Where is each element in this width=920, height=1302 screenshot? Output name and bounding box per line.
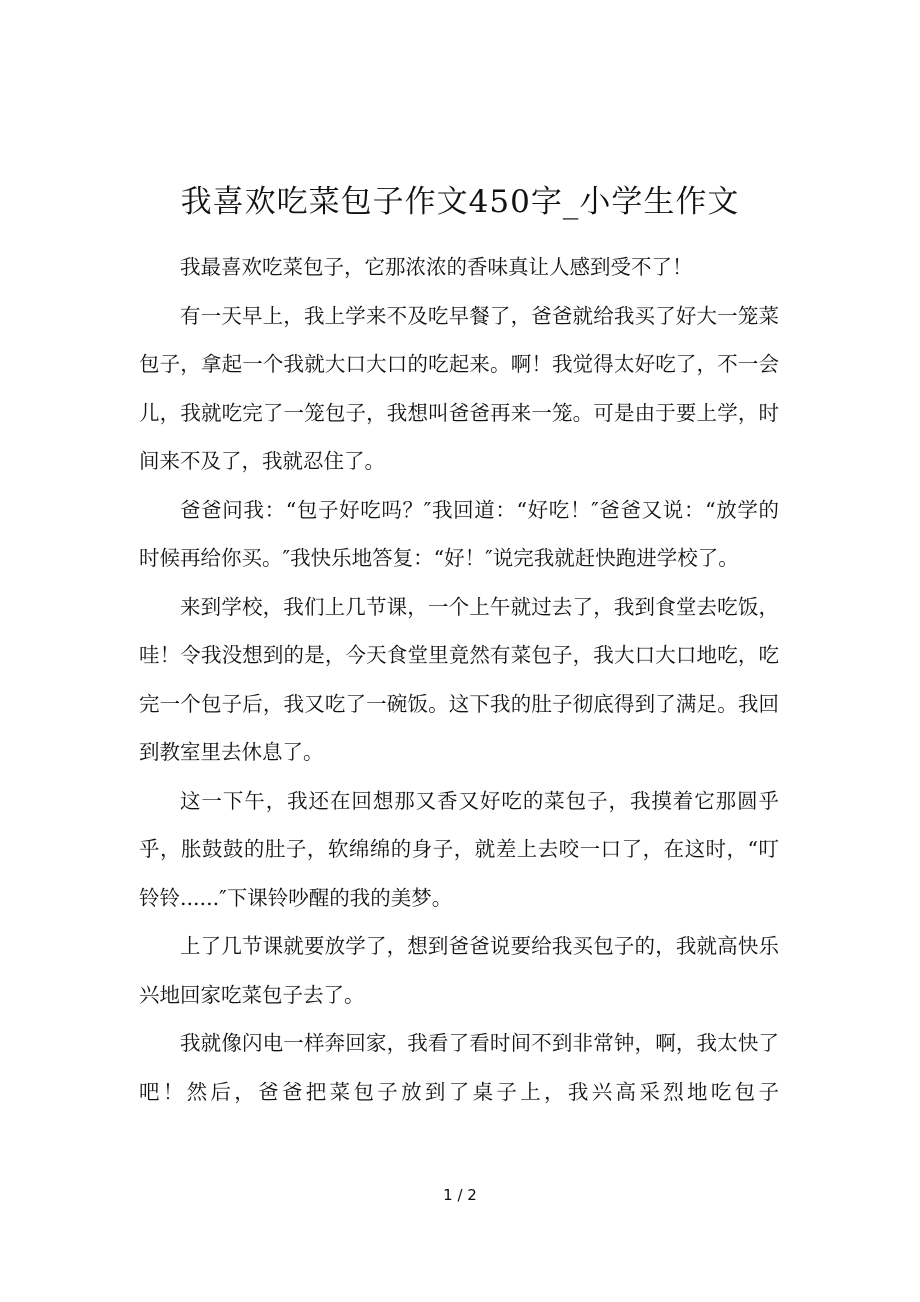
paragraph-5: 这一下午，我还在回想那又香又好吃的菜包子，我摸着它那圆乎乎，胀鼓鼓的肚子，软绵绵的身子，就差上去咬一口了，在这时，“叮铃铃......″下课铃吵醒的我的美梦。 [139,788,779,910]
paragraph-6: 上了几节课就要放学了，想到爸爸说要给我买包子的，我就高快乐兴地回家吃菜包子去了。 [139,934,779,1007]
paragraph-4: 来到学校，我们上几节课，一个上午就过去了，我到食堂去吃饭，哇！令我没想到的是，今天食堂里竟然有菜包子，我大口大口地吃，吃完一个包子后，我又吃了一碗饭。这下我的肚子彻底得到了满足。我回到教室里去休息了。 [139,594,779,764]
paragraph-2: 有一天早上，我上学来不及吃早餐了，爸爸就给我买了好大一笼菜包子，拿起一个我就大口大口的吃起来。啊！我觉得太好吃了，不一会儿，我就吃完了一笼包子，我想叫爸爸再来一笼。可是由于要上学，时间来不及了，我就忍住了。 [139,303,779,473]
paragraph-1: 我最喜欢吃菜包子，它那浓浓的香味真让人感到受不了！ [180,255,693,279]
page-number: 1 / 2 [443,1186,477,1204]
paragraph-7: 我就像闪电一样奔回家，我看了看时间不到非常钟，啊，我太快了吧！然后，爸爸把菜包子放到了桌子上，我兴高采烈地吃包子 [139,1031,779,1104]
paragraph-3: 爸爸问我：“包子好吃吗？″我回道：“好吃！″爸爸又说：“放学的时候再给你买。″我快乐地答复：“好！″说完我就赶快跑进学校了。 [139,497,779,570]
article-body [139,243,779,1116]
document-title: 我喜欢吃菜包子作文450字_小学生作文 [180,184,740,220]
